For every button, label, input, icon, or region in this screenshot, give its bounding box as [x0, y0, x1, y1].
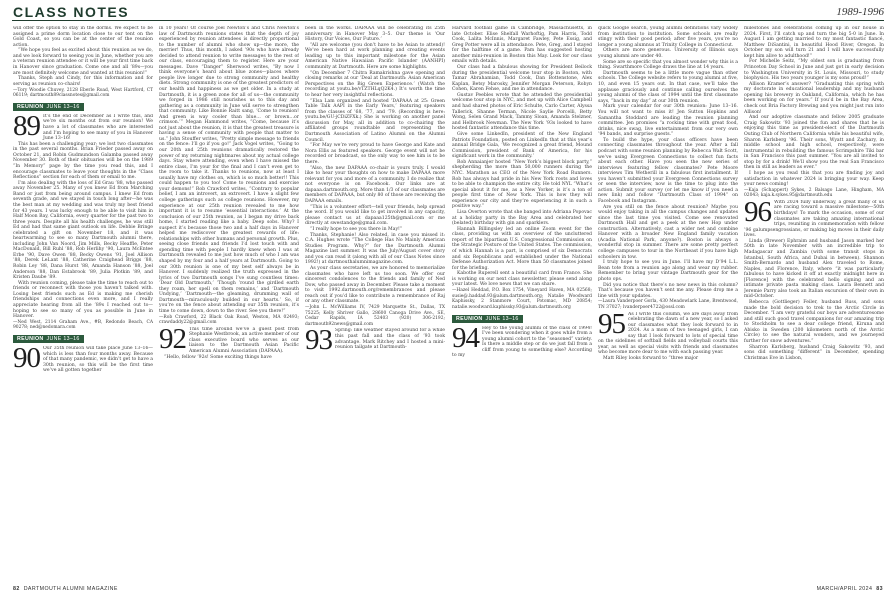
paragraph: To build the hype, your class officers have been connecting classmates throughout the year. After a fall podcast with some reunion planning by Rebecca Walt Scott, we’ve using Evergreen Connections to collect fun facts about each other. Have you seen the new series of interviews featuring fellow classmates? Pete Moore interviews Tim Wetherill in a fabulous first installment. If you haven’t submitted your Evergreen Connections survey or seen the interview, now is the time to plug into the action. Submit your survey (or let me know if you need a new link) and follow “Dartmouth Class of 1994” on Facebook and Instagram. [598, 137, 738, 204]
issue-date: MARCH/APRIL 2024 [816, 586, 873, 592]
column-6 [744, 26, 884, 582]
class-year-number: 90 [13, 346, 40, 375]
class-year-number: 92 [159, 326, 186, 355]
paragraph: Matt Riley looks forward to “three major [603, 356, 699, 362]
footer-right [817, 586, 883, 592]
paragraph: “All are welcome (you don’t have to be Asian to attend)! We’ve been hard at work planning and creating events leading up to this important milestone for the Asian American Native Hawaiian Pacific Islander (AANHPI) community at Dartmouth. Here are some highlights. [305, 42, 445, 71]
paragraph: Kabothe Ruperell sent a beautiful card from France. She is working on our next class newsletter, please send along your latest. We love news that we can share. [452, 271, 592, 288]
signature: —Laura Vanderpoer Gorla, 430 Meadowlark Lane, Brentwood, TN 37027; lvanderpoer4722@ossl.com [598, 299, 738, 311]
paragraph: I’m also dealing with the loss of Ed Grau ’88, who passed away November 25. Many of you knew Ed from Marching Band or just from being around campus. I knew Ed from seventh grade, and we stayed in touch long after—he was the best man at my wedding and was truly my best friend for 43 years. I was lucky enough to be able to visit him in Half Moon Bay, California, every quarter for the past two to three years. Despite all his health challenges, he was still Ed and had that same giant outlook on life. Debbie Bringe celebrated a gift on November 18, and it was heartwarming to see so many Dartmouth alumni there, including John Van Noord, Jim Mills, Becky Heaffle, Peter MacDonald, Bill Ruhl ’88, Rob Herlihy ’90, Laura McEntee Erbe ’90, Dave Owen ’88, Becky Owens ’91, Joel Allison ’88, Derek LeLant ’88, Catherine Craighead Briggs ’88, Robin Ley ’88, Dana Hurst ’88, Amanda Hanson ’88, Joel Anderson ’88, Dan Estabrook ’89, Julia Plotkin ’89, and Kristen Daube ’89. [13, 180, 153, 281]
paragraph: in 10 years! Of course Joel Newton’s and Chris Newton’s law of Dartmouth reunions states that the depth of joy experienced by reunion attendees is directly proportional to the number of alumni who show up—the more, the merrier! Thus, this month, I asked ’90s who have already decided to attend reunion to write messages to the rest of our class, encouraging them to register. Here are your messages. Dave “Danger” Sherwood writes, “By now I think everyone’s heard about blue zones—places where people live longer due to strong community and healthy diets. Strong community is one of the greatest predictors of our health and happiness as we get older. In a study at Dartmouth, it is a green zone for all of us—the community we forged in 1986 still nourishes us to this day and gathering as a community in June will serve to strengthen that community. Like Bonnie Raitt sang, ‘Come to reunion! And green is way cooler than blue… or brown…or crimson.’” Megan Hammond writes, “Come, because it’s not just about the reunion, it is that the greatest treasure is having a sense of community with people that matter to us.” John Stouffer writes, “Pretty simple message to friends on the fence: I’ll go if you go!” Jack Vogel writes, “Going to our 20th and 25th reunions dramatically restored the power of my returning nightmares about my actual college days. Stay where attending, even when I have missed the entire class, I’m your for the final and I can’t even get to the room to take it. Thanks to reunions, now at least I usually have my clothes on, which is so much better!! This could happen to you too! Come to reunions and exercise your demons!” Rob Crawford writes, “Contrary to popular belief, I am an introvert, an extrovert. I have a slight few college gatherings such as college reunions. However, my experience at our 25th reunion revealed to me how important it is to resume ‘essential interactions.’ At the conclusion of our 25th reunion, as I began my drive back home, I started reading like a baby. Deep sobs. Why? I suspect it’s because those two and a half days in Hanover helped me rediscover the greatest rewards of life: relationships with other humans and personal growth. Plus, seeing close friends and friends I’d lost touch with and spending time with people I hardly knew when I was at Dartmouth revealed to me just how much of who I am was shaped by my four and a half years at Dartmouth. Going to our 30th reunion is one of my best self always be in Hanover. I suddenly realized the truth expressed in the lyrics of two Dartmouth songs I’ve sung countless times: ‘Dear Old Dartmouth,’ ‘Though ’round the girdled earth they roam, her spell on them remains,’ and ‘Dartmouth Undying,’ ‘Dartmouth—the gleaming, drumming wall of Dartmouth—miraculously builded in our hearts.’ So, if you’re on the fence about attending our 35th reunion, it’s time to come down, down to the river. See you there!” [159, 26, 299, 314]
footer-left [13, 586, 118, 592]
reunion-label: REUNION [456, 315, 483, 322]
paragraph: “For May we’re very proud to have George and Kate and Nora Ellis as featured speakers. George event will not be recorded or broadcast, so the only way to see him is to be there. [305, 143, 445, 165]
paragraph: “Also, the new DAPAAA co-chair is yours truly. I would like to hear your thoughts on how to make DAPAAA more relevant for you and more of a community. I do realize that not everyone is on Facebook. Our links are at dapaaa.dartmouth.org. More than 1/3 of our classmates are members of DAPAAA, but only 80 of those are receiving the DAPAAA emails. [305, 165, 445, 204]
paragraph: With reunion coming, please take the time to reach out to friends or reconnect with those you haven’t talked with. Losing best friends such as Ed is making me cherish friendships and connections even more, and I really appreciate hearing from all the ’89s I reached out to—hoping to see so many of you as possible in June in Hanover. [13, 280, 153, 320]
paragraph: Did you notice that there’s no new news in this column? That’s because you haven’t sent me any. Please drop me a line with your updates. [598, 282, 738, 299]
class-95-notes [598, 312, 738, 362]
class-89-notes [13, 114, 153, 320]
paragraph: Thanks, Steph and Cindy, for this information and for serving as reunion co-chairs! [13, 76, 153, 87]
paragraph: “We hope you feel as excited about this reunion as we do, and we look forward to seeing you in June, whether you are a veteran reunion attendee or it will be your first time back in Hanover since graduation. Come one and all ’89s—you are most definitely welcome and wanted at this reunion!” [13, 48, 153, 76]
paragraph: Harvard football game in Cambridge, Massachusetts, in late October. Elise Shelfall Warhoftig, Pam Harris, Todd Cook, Lalita McInnis, Margaret Fawley, Pete Essig, and Greg Potter were all in attendance. Pete, Greg, and I stayed for the halftime of a game. Pam has suggested hosting another mini-reunion in Boston this May. Look for our class emails with details. [452, 26, 592, 65]
paragraph: milestones and celebrations coming up in our house in 2024. First, I’ll catch up and turn the big 5-0 in June. In August I am getting married to my most fantastic fiancé, Matthew DiSantini, in beautiful Hood River, Oregon. In October my son will turn 21 and I will have successfully kept him alive to adulthood!” [744, 26, 884, 59]
paragraph: Give some LinkedIn, president of the New England Patriots Foundation, posted on LinkedIn that at this year’s annual Bridge Gala, ‘We recognized a great friend, Mound Commission, president of Bank of America, for his significant work in the community.’ [452, 131, 592, 160]
column-3 [305, 26, 445, 582]
paragraph: been in the works. DAPAAA will be celebrating its 25th anniversary in Hanover May 3–5. Our theme is ‘Our History, Our Voices, Our Future.’ [305, 26, 445, 43]
column-5 [598, 26, 738, 582]
class-year-number: 94 [452, 325, 479, 354]
column-4 [452, 26, 592, 582]
paragraph: Mark your calendar for our 30th reunion: June 13–16. You will not want to miss it! Jen Sutton Hopkins and Samantha Stoddard are leading the reunion planning committee. Jen promises “a rocking time with great food, drinks, nice swag, live entertainment from our very own ’94 bands, and surprise guests.” [598, 104, 738, 138]
paragraph: Rob Annaianjer hosted “New York’s biggest block party,” shepherding the more than 50,000 runners during the NYC. Marathon as CEO of the New York Road Runners. Rob has always had pride in his New York roots and loves to be able to champion the entire city. He told NYL “What’s special about it for me, as a New Yorker, is it’s a ton of people first time of New York. This is how they will experience our city and they’re experiencing it in such a positive way.” [452, 159, 592, 210]
paragraph: As I write this column, we are days away from celebrating the dawn of a new year, so I asked our classmates what they look forward to in 2024. As a mom of two teenaged girls, I can say that I look forward to lots of special time on the sidelines of softball fields and volleyball courts this year, as well as special visits with friends and classmates who become more dear to me with each passing year. [598, 311, 738, 356]
paragraph: I truly hope to see you in June. I’ll have my D’94 L.L. Bean tote from a reunion ago along and wear my rubber. Remember to bring your vintage Dartmouth gear for the photo ops. [598, 260, 738, 282]
paragraph: I hope as you read this that you are finding joy and satisfaction in whatever 2024 is bringing your way. Keep your news coming! [744, 170, 884, 188]
paragraph: Gustav Peebles wrote that he attended the presidential welcome tour stop in NYC, and met up with Alice Campbell and had shared photos of Eric Schulte, Carlo Carter, Alyssa Tallerick, Shanne Terman, Nicole Saylie Porcelli, Betty Wong, Selen Grand Mack, Tammy Sloan, Amanda Stelzner, and Helbrook Newman. The New York ’93s looked to have hosted fantastic attendance this time. [452, 92, 592, 132]
signature: —Kaja (Schappert) Sykes, 2 Balsago Lane, Hingham, MA 02043; kaja.k.sykes.95@dartmouth.edu [744, 187, 884, 199]
column-2 [159, 26, 299, 582]
reunion-label: REUNION [17, 103, 44, 110]
paragraph: Our 35th reunion will take place June 13–16—which is less than four months away. Because of that many pandemic, we didn’t get to have a 30th reunion, so this will be the first time we’ve all gotten together [43, 346, 153, 374]
paragraph: Rebecca (Gottlieger) Feiler, husband Russ, and sons made the bold decision to trek to the Arctic Circle in December. “I am very grateful our boys are adventuresome and still such good travel companions for our amazing trip to Stockholm to see a dear college friend, Kiruna and Abisko in Sweden (200 kilometers north of the Arctic Circle) to see the natural wonders, and we journeyed further for snow adventures.” [744, 300, 884, 344]
paragraph: Hey to the young alumni of the class of 1994! I’ve been wondering when it goes while from a young alumni cohort to the “seasoned” variety. Is there a middle step or do we just fall from a cliff from young to something else? According to my [452, 325, 592, 359]
paragraph: “Elsa Lam organized and hosted ‘DAPAAA at 25: Green Table Talk AAPI in the Early Years,’ featuring speakers from the classes of ’68, ’77, and ’79. (Recording is here: youtu.be/GU-jCDiZFXk.) She is working on another panel discussion for May, all in addition to co-chairing the affiliated groups roundtable and representing the Dartmouth Association of Latino Alumni on the Alumni Council. [305, 98, 445, 143]
class-93-notes [305, 328, 445, 351]
paragraph: For Michelle Seitz, “My oldest son is graduating from Princeton Day School in June and just got in early decision to Washington University in St. Louis, Missouri, to study biophysics. His two years younger is my sons proud!” [744, 59, 884, 82]
header-rule [12, 20, 884, 21]
paragraph: Some are so specific that you almost wonder why this is a thing. Swarthmore College draws the line at 14 years. [598, 59, 738, 71]
magazine-name: DARTMOUTH ALUMNI MAGAZINE [23, 586, 118, 592]
signature: —Hazel Heddad, P.O. Box 1754, Vineyard Haven, MA 02568; susie@.haddad.93@alum.dartmouth.org; Natalie Woodward Kaphissky, 2 Stanmore Court, Potomac, MD 20854; natalie.woodward.kaphissky.93@alum.dartmouth.org [452, 288, 592, 310]
class-96-notes [744, 200, 884, 362]
section-title: CLASS NOTES [13, 4, 130, 20]
paragraph: “I really hope to see you there in May!” [310, 227, 403, 232]
paragraph: Linda (Brewer) Ephraim and husband Jason marked her 50th in late November with an incredible trip to Madagascar and Zambia (with some transit stops in Istanbul, South Africa, and Dubai in between). Shannon Smith-Bernardo and husband Alex traveled to Rome, Naples, and Florence, Italy, where “it was particularly fabulous to have kicked it off at exactly midnight here in [Florence] with the celebrated hello signing and an intimate private pasta making class. Laura Bennett and Jeremie Parry also took an Italian excursion of their own in mid-October. [744, 238, 884, 300]
class-year-number: 93 [305, 328, 332, 352]
page-number-right: 83 [876, 586, 883, 592]
paragraph: Our class had a fabulous showing for President Beilock during the presidential welcome tour stop in Boston, with Tamar Abrahamian, Todd Cook, Dan Bottenstone, Alex Kaplan, Betsy Marosky, Jennifer Morgan Peterson, Robyn Cohen, Karen Fehse, and me in attendance. [452, 65, 592, 93]
class-year-number: 95 [598, 311, 625, 340]
class-years-range: 1989-1996 [836, 6, 884, 18]
paragraph: Are you still on the fence about reunion? Maybe you would enjoy taking in all the campus changes and updates since the last time you visited. Come see renovated Dartmouth Hall and get a peek at the new Hop under construction. Alternatively, cast a wider net and combine Hanover with a broader New England family vacation (Acadia National Park, anyone?). Boston is always a wonderful stop in summer. There are some pretty perfect college campuses to tour in the Northeast if you have high schoolers in tow. [598, 204, 738, 260]
signature: —Tory Woodie Chuvey, 2128 Eberle Road, West Hartford, CT 06119; dartmouth89classnotes@gmail.com [13, 87, 153, 99]
reunion-date: JUNE 13–16 [46, 336, 80, 343]
reunion-date: JUNE 13–16 [485, 315, 519, 322]
page-number-left: 82 [13, 586, 20, 592]
class-year-number: 89 [13, 113, 40, 142]
signature: —Ned West, 2114 Graham Ave., #B, Redondo Beach, CA 90278; ned@nedomara.com [13, 319, 153, 331]
paragraph: This has been a challenging year; we lost two classmates in the past several months. Brian Frieder passed away on October 21, and Robin Gudmundson Galamba passed away November 30. Both of their obituaries will be on the 1989 “In Memory” page by the time you read this, and I encourage classmates to leave your thoughts in the “Class Reflections” section for each of them or email to me. [13, 141, 153, 181]
paragraph: “Hello, fellow ’92s! Some exciting things have [164, 354, 272, 360]
paragraph: will offer the option to stay in the dorms. We expect to be assigned a prime dorm location close to our tent on the Gold Coast, so you can be at the center of the reunion action. [13, 26, 153, 48]
paragraph: Dartmouth seems to be a little more vague than other schools. The College website refers to young alumni at five, 10, and even 15 years out. In that case, we’ll take the applause graciously and continue calling ourselves the young alumni of the class of 1994 until the first classmate says, “back in my day” at our 30th reunion. [598, 70, 738, 104]
column-1 [13, 26, 153, 582]
class-92-notes [159, 327, 299, 361]
paragraph: Thanks, Stephanie! Also related, in case you missed it: C.A. Hughes wrote “The College Has No Mainly American Studies Program. Why?” for the Dartmouth Alumni Magazine last summer. It was the July/August cover story and you can read it (along with all of our Class Notes since 1992!) at dartmouthalumnimagazine.com. [305, 232, 445, 266]
paragraph: Sharron Karlsberg, husband Craig Sakowitz ’93, and sons did something “different” in December, spending Christmas Eve in Lisbon, [744, 344, 884, 361]
reunion-label: REUNION [17, 336, 44, 343]
paragraph: It’s the end of December as I write this, and we’re six months out from our reunion! We have a lot of classmates who are interested and I’m hoping to see many of you in Hanover June 13–16! [43, 113, 153, 142]
paragraph: And our adoptive classmate and fellow 2005 graduate Craig Sakowitz ’93 joined the fun and shares that he is enjoying this time as president-elect of the Dartmouth Outing Club of Northern California while his beautiful wife, Sharon Karlsberg ’96. Their sons, Wyatt and Zachary, in middle school and high school, respectively, were instrumental in rebuilding the famous Scrimpshire Tiki bar in San Francisco this past summer. “You are all invited to stop by for a drink! We’ll show you the real San Francisco then in still as leaders as ever.” [744, 115, 884, 171]
paragraph: Others are more generous. University of Illinois says young alumni are under 40. [598, 48, 738, 59]
paragraph: quick Google search, young alumni definitions vary widely from institution to institution. Some schools are really stingy with their good period; after five years, you’re no longer a young alumnus at Trinity College in Connecticut. [598, 26, 738, 48]
reunion-badge [13, 335, 84, 343]
paragraph: This time around we’ve a guest post from Stephanie Westbrook, an active member of our class executive board who serves as our liaison to the Dartmouth Asian Pacific American Alumni Association (DAPAAA). [189, 326, 299, 354]
signature: —Rob Crawford, 22 Black Oak Road, Weston, MA 02493; crawdaddy22@gmail.com [159, 314, 299, 326]
reunion-badge [13, 103, 84, 111]
paragraph: “This is a volunteer effort—tell your friends, help spread the word. If you would like to get involved in any capacity, please contact us at dapaaa125th@gmail.com or me directly at swestandge@gmail.com. [305, 204, 445, 227]
reunion-date: JUNE 13–16 [46, 103, 80, 110]
paragraph: Lisa Overton wrote that she banged into Adriana Popovac at a holiday party in the Bay Area and celebrated her (belated) birthday with gin and sparklers. [452, 209, 592, 227]
paragraph: With 2024 fully underway, a great many of us are racing toward a massive milestone—50th birthdays! To mark the occasion, some of our classmates are taking amazing international trips, reuniting in commemoration with fellow ’96 galumpsengrossians, or making big moves in their daily lives. [744, 199, 884, 239]
paragraph: As your class secretaries, we are honored to memorialize classmates who have left us too soon. We offer our sincerest condolences to the friends and family of Ned Dow, who passed away in December. Please take a moment to visit 1992.dartmouth.org/remembrances and please reach out if you’d like to contribute a remembrance of Raj or any other classmate. [305, 266, 445, 305]
class-94-notes [452, 326, 592, 359]
class-year-number: 96 [744, 199, 771, 228]
paragraph: “On December 7 Chitra Ramakrishna gave opening and closing remarks at our ‘Deal at Dartmouth: Asian American Perspectives on the Big Green Experience.’ (Watch the recording at youtu.be/vTZTHLqQ2K4.) It’s worth the time to hear her very insightful reflections. [305, 70, 445, 98]
reunion-badge [452, 315, 523, 323]
paragraph: Hannah Billingsley led an online Zoom event for the class, providing us with an overview of the uncluttered report of the bipartisan U.S. Congressional Commission on the Strategic Posture of the United States. The commission, of which Hannah is a part, is comprised of six Democrats and six Republicans and established under the National Defense Authorization Act. More than 50 classmates joined for the briefing. [452, 226, 592, 271]
paragraph: Allison Kramer’s answer? “Graduating this spring with my doctorate in educational leadership and my husband opening his brewery in Oakland, California, which he has been working on for years.” If you’d be in the Bay Area, check out Bria Factory Brewing and you might just run into Allison! [744, 81, 884, 115]
signature: —John L. McWilliams IV, 7429 Marquette St., Dallas, TX 75225; Kelly Shriver Gallo, 28600 Canoga Drive Ave., SE, Cedar Rapids, IA 52403 (920) 306-2192; dartmouth92news@gmail.com [305, 305, 445, 327]
class-90-notes [13, 346, 153, 374]
paragraph: Spring: like weather stayed around for a while this past fall and the class of ’93 took advantage. Mark Ritchey and I hosted a mini-reunion tailgate at Dartmouth- [335, 328, 445, 351]
